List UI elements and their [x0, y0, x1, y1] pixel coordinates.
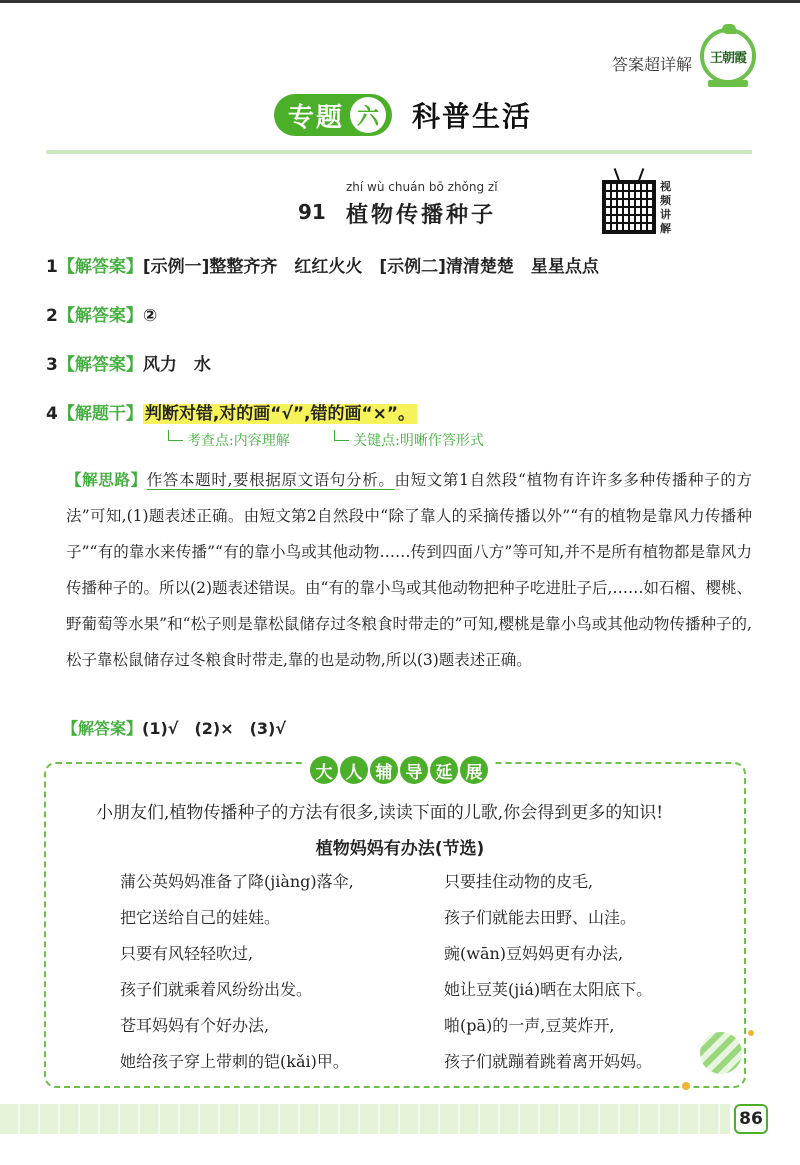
poem-line: 她给孩子穿上带刺的铠(kǎi)甲。	[120, 1052, 349, 1071]
footer-band	[0, 1104, 730, 1134]
analysis-tag: 【解思路】	[66, 471, 147, 489]
answer-tag: 【解答案】	[57, 355, 143, 375]
title-char: 导	[400, 756, 428, 784]
decorative-dot	[748, 1030, 754, 1036]
lesson-pinyin: zhí wù chuán bō zhǒng zǐ	[346, 180, 498, 194]
section-divider	[46, 150, 752, 154]
decorative-dot	[682, 1082, 690, 1090]
video-label-char: 频	[660, 194, 671, 207]
poem-line: 孩子们就乘着风纷纷出发。	[120, 980, 313, 999]
question-body: [示例一]整整齐齐 红红火火 [示例二]清清楚楚 星星点点	[142, 257, 599, 277]
logo-text: 王朝霞	[709, 50, 746, 66]
question-body: 判断对错,对的画“√”,错的画“×”。	[144, 404, 416, 424]
title-char: 展	[460, 756, 488, 784]
topic-title: 科普生活	[412, 100, 533, 133]
video-label-char: 讲	[660, 208, 671, 221]
answer-tag: 【解答案】	[57, 306, 143, 326]
video-explain-label	[660, 180, 674, 236]
note-key-point	[334, 433, 484, 449]
question-2	[46, 301, 157, 326]
lesson-number: 91	[298, 200, 326, 224]
video-label-char: 解	[660, 222, 671, 235]
analysis-underlined: 作答本题时,要根据原文语句分析。	[146, 471, 395, 489]
lesson-title: 植物传播种子	[346, 203, 497, 228]
video-label-char: 视	[660, 180, 671, 193]
question-notes	[168, 430, 524, 450]
poem-right-column	[444, 864, 652, 1080]
top-border	[0, 0, 800, 3]
answer-tag: 【解答案】	[57, 257, 143, 277]
note-check-point	[168, 433, 290, 449]
question-body: ②	[142, 306, 158, 326]
question-1	[46, 252, 599, 277]
poem-line: 苍耳妈妈有个好办法,	[120, 1016, 270, 1035]
note-text: 关键点:明晰作答形式	[353, 433, 484, 449]
question-number: 3	[46, 355, 58, 375]
question-4	[46, 399, 417, 424]
logo-ribbon	[708, 80, 748, 87]
question-3	[46, 350, 211, 375]
topic-header	[274, 94, 532, 136]
title-char: 大	[310, 756, 338, 784]
analysis-text: 由短文第1自然段“植物有许许多多种传播种子的方法”可知,(1)题表述正确。由短文第2自然段中“除了靠人的采摘传播以外”“有的植物是靠风力传播种子”“有的靠水来传播”“有的靠小鸟或其他动物……传到四面八方”等可知,并不是所有植物都是靠风力传播种子的。所以(2)题表述错误。由“有的靠小鸟或其他动物把种子吃进肚子后,……如石榴、樱桃、野葡萄等水果”和“松子则是靠松鼠储存过冬粮食时带走的”可知,樱桃是靠小鸟或其他动物传播种子的,松子靠松鼠储存过冬粮食时带走,靠的也是动物,所以(3)题表述正确。	[66, 471, 752, 669]
poem-line: 她让豆荚(jiá)晒在太阳底下。	[444, 980, 653, 999]
topic-number: 六	[350, 97, 386, 133]
poem-line: 把它送给自己的娃娃。	[120, 908, 281, 927]
answer-tag: 【解答案】	[62, 719, 143, 738]
qr-antenna-left	[614, 168, 621, 182]
poem-line: 蒲公英妈妈准备了降(jiàng)落伞,	[120, 872, 354, 891]
qr-antenna-right	[638, 168, 645, 182]
poem-title: 植物妈妈有办法(节选)	[315, 839, 485, 859]
answer-detail-label: 答案超详解	[612, 55, 693, 74]
title-char: 延	[430, 756, 458, 784]
final-answer	[62, 716, 286, 739]
title-char: 辅	[370, 756, 398, 784]
note-text: 考查点:内容理解	[187, 433, 290, 449]
topic-prefix: 专题	[288, 102, 345, 133]
arrow-icon	[168, 430, 183, 441]
poem-line: 啪(pā)的一声,豆荚炸开,	[444, 1016, 615, 1035]
extension-title	[306, 756, 494, 784]
question-body: 风力 水	[142, 355, 211, 375]
decorative-ball-icon	[700, 1032, 742, 1074]
qr-code-icon[interactable]	[602, 180, 656, 234]
poem-left-column	[120, 864, 354, 1080]
poem-line: 豌(wān)豆妈妈更有办法,	[444, 944, 624, 963]
poem-line: 只要挂住动物的皮毛,	[444, 872, 594, 891]
question-number: 1	[46, 257, 58, 277]
arrow-icon	[334, 430, 349, 441]
poem-line: 孩子们就能去田野、山洼。	[444, 908, 637, 927]
topic-pill	[274, 94, 392, 136]
brand-logo	[700, 28, 756, 84]
analysis-paragraph	[66, 462, 752, 678]
logo-leaf-icon	[722, 24, 736, 34]
poem-line: 孩子们就蹦着跳着离开妈妈。	[444, 1052, 653, 1071]
title-char: 人	[340, 756, 368, 784]
extension-intro: 小朋友们,植物传播种子的方法有很多,读读下面的儿歌,你会得到更多的知识!	[96, 803, 664, 823]
question-number: 2	[46, 306, 58, 326]
question-number: 4	[46, 404, 58, 424]
page-number: 86	[734, 1104, 768, 1134]
stem-tag: 【解题干】	[57, 404, 143, 424]
final-answer-body: (1)√ (2)× (3)√	[142, 719, 287, 738]
poem-line: 只要有风轻轻吹过,	[120, 944, 254, 963]
